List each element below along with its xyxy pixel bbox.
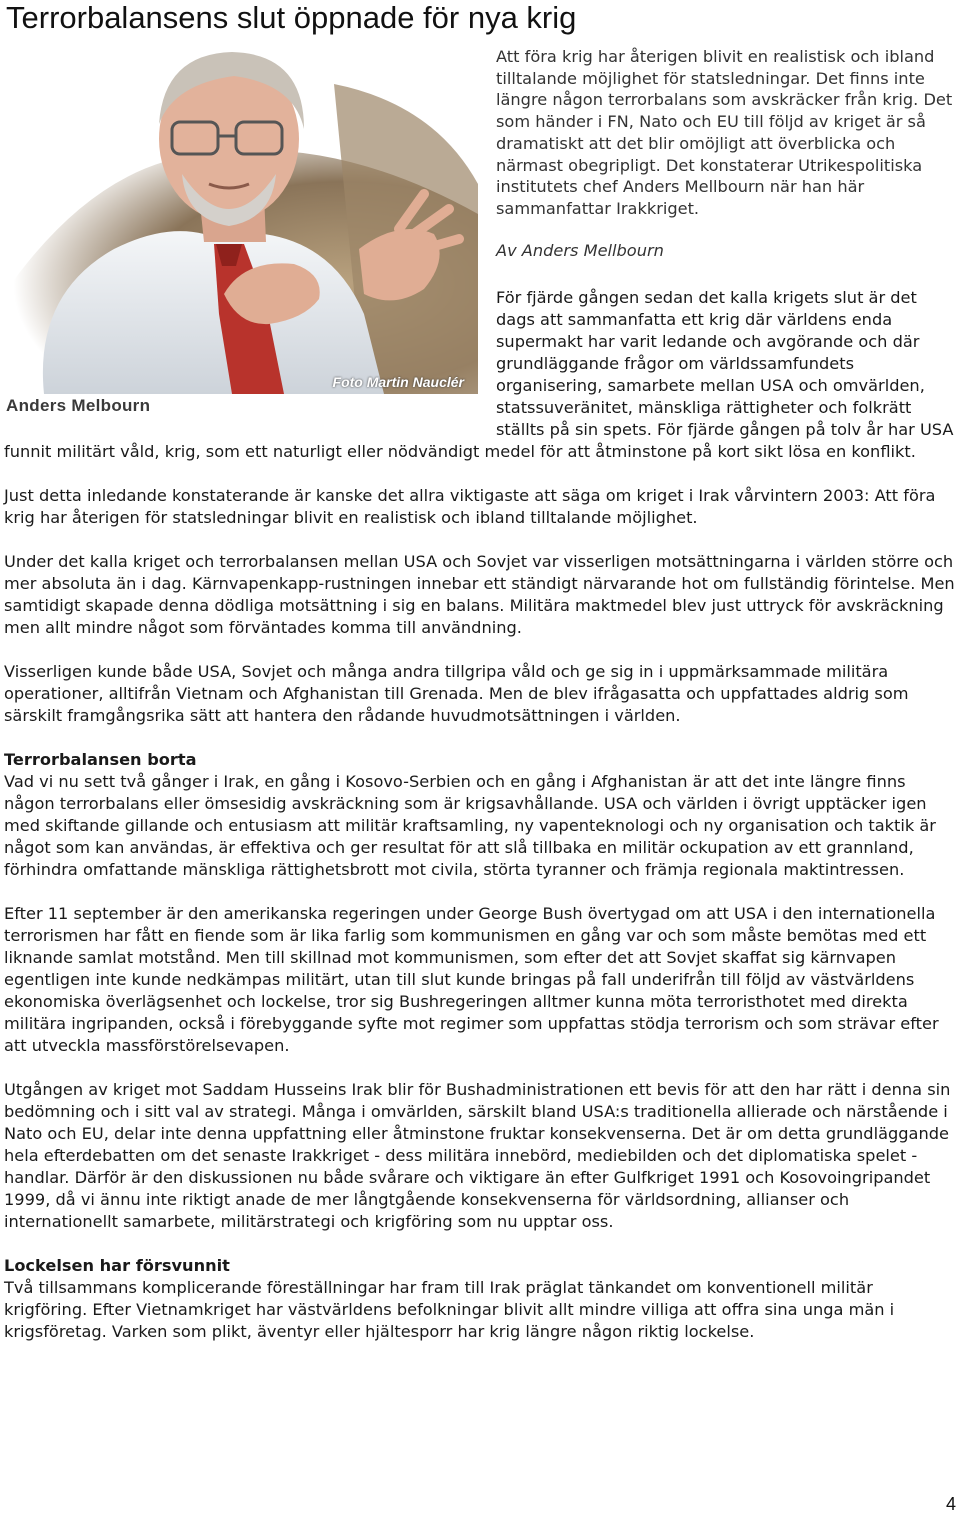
photo-credit: Foto Martin Nauclér — [332, 374, 464, 390]
article — [4, 44, 958, 1343]
body-paragraph: Utgången av kriget mot Saddam Husseins Irak blir för Bushadministrationen ett bevis för att den har rätt i denna sin bedömning och i sitt val av strategi. Många i omvärlden, särskilt bland USA:s traditionella allierade och närstående i Nato och EU, delar inte denna uppfattning eller åtminstone fruktar konsekvenserna. Det är om detta grundläggande hela efterdebatten om det senaste Irakkriget - dess militära innebörd, mediebilden och det diplomatiska spelet - handlar. Därför är den diskussionen nu både svårare och viktigare än efter Gulfkriget 1991 och Kosovoingripandet 1999, då vi ännu inte riktigt anade de mer långtgående konsekvenserna för världsordning, allianser och internationellt samarbete, militärstrategi och krigföring som nu upptar oss. — [4, 1080, 951, 1232]
body-paragraph: Visserligen kunde både USA, Sovjet och många andra tillgripa våld och ge sig in i uppmärksammade militära operationer, alltifrån Vietnam och Afghanistan till Grenada. Men de blev ifrågasatta och uppfattades aldrig som särskilt framgångsrika sätt att hantera den rådande huvudmotsättningen i världen. — [4, 662, 909, 726]
body-paragraph: Två tillsammans komplicerande föreställningar har fram till Irak präglat tänkandet om konventionell militär krigföring. Efter Vietnamkriget har västvärldens befolkningar blivit allt mindre villiga att offra sina unga män i krigsföretag. Varken som plikt, äventyr eller hjältesporr har krig längre någon riktig lockelse. — [4, 1278, 895, 1342]
page-title: Terrorbalansens slut öppnade för nya krig — [6, 0, 577, 35]
body-paragraph: Efter 11 september är den amerikanska regeringen under George Bush övertygad om att USA i den internationella terrorismen har fått en fiende som är lika farlig som kommunismen en gång var och som måste bemötas med ett liknande samlat motstånd. Men till skillnad mot kommunismen, som efter det att Sovjet skaffat sig kärnvapen egentligen inte kunde nedkämpas militärt, utan till slut kunde bringas på fall underifrån till följd av västvärldens ekonomiska överlägsenhet och lockelse, tror sig Bushregeringen alltmer kunna möta terroristhotet med direkta militära ingripanden, också i förebyggande syfte mot regimer som uppfattas stödja terrorism och som strävar efter att utveckla massförstörelsevapen. — [4, 904, 939, 1056]
section-heading: Terrorbalansen borta — [4, 750, 197, 770]
body-paragraph: Under det kalla kriget och terrorbalansen mellan USA och Sovjet var visserligen motsättningarna i världen större och mer absoluta än i dag. Kärnvapenkapp-rustningen innebar ett ständigt närvarande hot om fullständig förintelse. Men samtidigt skapade denna dödliga motsättning i sig en balans. Militära maktmedel blev just uttryck för avskräckning men allt mindre något som förväntades komma till användning. — [4, 552, 955, 638]
photo-caption: Anders Melbourn — [6, 396, 151, 415]
lede-paragraph: Att föra krig har återigen blivit en realistisk och ibland tilltalande möjlighet för statsledningar. Det finns inte längre någon terrorbalans som avskräcker från krig. Det som händer i FN, Nato och EU till följd av kriget är så dramatiskt att det blir omöjligt att överblicka och närmast obegripligt. Det konstaterar Utrikespolitiska institutets chef Anders Mellbourn när han här sammanfattar Irakkriget. — [496, 47, 953, 218]
section-heading: Lockelsen har försvunnit — [4, 1256, 230, 1276]
byline: Av Anders Mellbourn — [496, 240, 664, 260]
page-number: 4 — [945, 1494, 956, 1514]
body-paragraph: För fjärde gången sedan det kalla krigets slut är det dags att sammanfatta ett krig där världens enda supermakt har varit ledande och avgörande och där grundläggande frågor om världssamfundets organisering, samarbete mellan USA och omvärlden, statssuveränitet, mänskliga rättigheter och folkrätt ställts på sin spets. För fjärde gången på tolv år har USA funnit militärt våld, krig, som ett naturligt eller nödvändigt medel för att åtminstone på kort sikt lösa en konflikt. — [4, 288, 954, 462]
body-paragraph: Vad vi nu sett två gånger i Irak, en gång i Kosovo-Serbien och en gång i Afghanistan är att det inte längre finns någon terrorbalans eller ömsesidig avskräckning som är krigsavhållande. USA och världen i övrigt upptäcker igen med skiftande gillande och entusiasm att militär kraftsamling, ny vapenteknologi och ny organisation och taktik är något som kan användas, är effektiva och ger resultat för att slå tillbaka en militär ockupation av ett grannland, förhindra omfattande mänskliga rättighetsbrott mot civila, störta tyranner och främja regionala maktintressen. — [4, 772, 936, 880]
portrait-illustration — [4, 44, 478, 394]
body-paragraph: Just detta inledande konstaterande är kanske det allra viktigaste att säga om kriget i Irak vårvintern 2003: Att föra krig har återigen för statsledningar blivit en realistisk och ibland tilltalande möjlighet. — [4, 486, 936, 528]
portrait-photo — [4, 44, 478, 424]
